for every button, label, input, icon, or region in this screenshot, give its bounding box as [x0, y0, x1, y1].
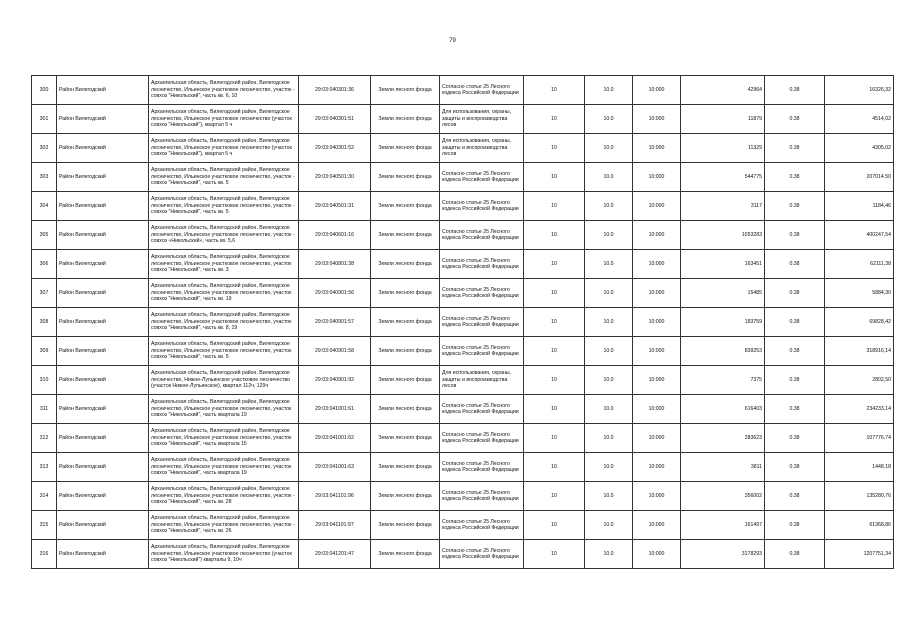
code-extended-cell: 10:000: [633, 221, 681, 250]
code-extended-cell: 10:000: [633, 482, 681, 511]
address-text: Архангельская область, Вилегодский район, Вилегодское лесничество, Ильинское участковое лесничество, участок - совхоз "Никольский", часть кв. 28: [151, 486, 295, 506]
rate-cell: 0.38: [765, 395, 825, 424]
district-cell: Район Вилегодский: [57, 511, 149, 540]
table-row: [32, 250, 894, 279]
cadastral-number-cell: 29:03:040601:16: [299, 221, 371, 250]
table-row: [32, 395, 894, 424]
land-category-cell: Земли лесного фонда: [371, 163, 440, 192]
table-row: [32, 192, 894, 221]
row-number-cell: 316: [32, 540, 57, 569]
rate-cell: 0.38: [765, 366, 825, 395]
cadastral-number-cell: 29:03:041101:96: [299, 482, 371, 511]
address-text: Архангельская область, Вилегодский район, Вилегодское лесничество, Ильинское участковое лесничество, участок совхоз "Никольский", часть кв. 5: [151, 341, 292, 361]
table-row: [32, 540, 894, 569]
code-cell: 10: [524, 134, 585, 163]
amount-cell: 69828,42: [825, 308, 894, 337]
row-number-cell: 310: [32, 366, 57, 395]
rate-cell: 0.38: [765, 221, 825, 250]
code-cell: 10: [524, 279, 585, 308]
amount-cell: 1207751,34: [825, 540, 894, 569]
row-number-cell: 309: [32, 337, 57, 366]
code-extended-cell: 10:000: [633, 163, 681, 192]
amount-cell: 1184,46: [825, 192, 894, 221]
code-cell: 10: [524, 308, 585, 337]
permitted-use-cell: [440, 279, 524, 308]
permitted-use-cell: [440, 192, 524, 221]
code-decimal-cell: 10.0: [585, 250, 633, 279]
code-cell: 10: [524, 366, 585, 395]
code-extended-cell: 10:000: [633, 105, 681, 134]
cadastral-number-cell: 29:03:040901:56: [299, 279, 371, 308]
district-cell: Район Вилегодский: [57, 337, 149, 366]
code-decimal-cell: 10.0: [585, 540, 633, 569]
address-cell: [149, 482, 299, 511]
code-decimal-cell: 10.0: [585, 366, 633, 395]
permitted-use-cell: [440, 308, 524, 337]
amount-cell: 234233,14: [825, 395, 894, 424]
code-extended-cell: 10:000: [633, 134, 681, 163]
address-cell: [149, 511, 299, 540]
permitted-use-cell: [440, 511, 524, 540]
land-category-cell: Земли лесного фонда: [371, 424, 440, 453]
row-number-cell: 313: [32, 453, 57, 482]
code-cell: 10: [524, 163, 585, 192]
cadastral-number-cell: 29:03:041001:62: [299, 424, 371, 453]
code-extended-cell: 10:000: [633, 366, 681, 395]
code-extended-cell: 10:000: [633, 540, 681, 569]
district-cell: Район Вилегодский: [57, 308, 149, 337]
area-cell: 356002: [681, 482, 765, 511]
address-cell: [149, 424, 299, 453]
code-decimal-cell: 10.0: [585, 308, 633, 337]
area-cell: 616403: [681, 395, 765, 424]
table-row: [32, 134, 894, 163]
amount-cell: 4514,02: [825, 105, 894, 134]
land-category-cell: Земли лесного фонда: [371, 453, 440, 482]
district-cell: Район Вилегодский: [57, 279, 149, 308]
permitted-use-cell: [440, 76, 524, 105]
permitted-use-text: Согласно статье 25 Лесного кодекса Российской Федерации: [442, 257, 519, 270]
address-text: Архангельская область, Вилегодский район, Вилегодское лесничество, Ильинское участковое лесничество, участок - совхоз "Никольский", часть кв. 5: [151, 196, 295, 216]
land-category-cell: Земли лесного фонда: [371, 511, 440, 540]
rate-cell: 0.38: [765, 308, 825, 337]
rate-cell: 0.38: [765, 337, 825, 366]
row-number-cell: 315: [32, 511, 57, 540]
row-number-cell: 304: [32, 192, 57, 221]
district-cell: Район Вилегодский: [57, 76, 149, 105]
area-cell: 3178293: [681, 540, 765, 569]
land-category-cell: Земли лесного фонда: [371, 134, 440, 163]
code-cell: 10: [524, 250, 585, 279]
permitted-use-text: Согласно статье 25 Лесного кодекса Российской Федерации: [442, 547, 519, 560]
address-text: Архангельская область, Вилегодский район, Вилегодское лесничество, Нижне-Лупьинское участковое лесничество (участок Нижне-Лупьинское), квартал 112ч, 129ч: [151, 370, 291, 390]
land-category-cell: Земли лесного фонда: [371, 540, 440, 569]
table-row: [32, 308, 894, 337]
area-cell: 15485: [681, 279, 765, 308]
amount-cell: 400247,54: [825, 221, 894, 250]
rate-cell: 0.38: [765, 76, 825, 105]
permitted-use-text: Согласно статье 25 Лесного кодекса Российской Федерации: [442, 286, 519, 299]
permitted-use-text: Согласно статье 25 Лесного кодекса Российской Федерации: [442, 431, 519, 444]
row-number-cell: 312: [32, 424, 57, 453]
address-text: Архангельская область, Вилегодский район, Вилегодское лесничество, Ильинское участковое лесничество (участок совхоз "Никольский"), квартал 5 ч: [151, 138, 292, 158]
area-cell: 839253: [681, 337, 765, 366]
permitted-use-text: Согласно статье 25 Лесного кодекса Российской Федерации: [442, 315, 519, 328]
permitted-use-text: Согласно статье 25 Лесного кодекса Российской Федерации: [442, 518, 519, 531]
address-text: Архангельская область, Вилегодский район, Вилегодское лесничество, Ильинское участковое лесничество, участок - совхоз "Никольский", часть кв. 5: [151, 167, 295, 187]
land-category-cell: Земли лесного фонда: [371, 482, 440, 511]
row-number-cell: 306: [32, 250, 57, 279]
amount-cell: 2802,50: [825, 366, 894, 395]
area-cell: 11879: [681, 105, 765, 134]
address-cell: [149, 308, 299, 337]
land-category-cell: Земли лесного фонда: [371, 192, 440, 221]
address-cell: [149, 250, 299, 279]
amount-cell: 135280,76: [825, 482, 894, 511]
area-cell: 7375: [681, 366, 765, 395]
land-category-cell: Земли лесного фонда: [371, 76, 440, 105]
permitted-use-text: Для использования, охраны, защиты и воспроизводства лесов: [442, 138, 512, 158]
district-cell: Район Вилегодский: [57, 366, 149, 395]
code-decimal-cell: 10.0: [585, 424, 633, 453]
area-cell: 11329: [681, 134, 765, 163]
cadastral-number-cell: 29:03:040801:38: [299, 250, 371, 279]
table-row: [32, 221, 894, 250]
area-cell: 183759: [681, 308, 765, 337]
address-cell: [149, 453, 299, 482]
area-cell: 161497: [681, 511, 765, 540]
code-decimal-cell: 10.0: [585, 337, 633, 366]
code-cell: 10: [524, 337, 585, 366]
permitted-use-text: Согласно статье 25 Лесного кодекса Российской Федерации: [442, 489, 519, 502]
code-cell: 10: [524, 482, 585, 511]
row-number-cell: 300: [32, 76, 57, 105]
area-cell: 544775: [681, 163, 765, 192]
area-cell: 163451: [681, 250, 765, 279]
permitted-use-cell: [440, 424, 524, 453]
table-row: [32, 105, 894, 134]
rate-cell: 0.38: [765, 163, 825, 192]
permitted-use-text: Согласно статье 25 Лесного кодекса Российской Федерации: [442, 199, 519, 212]
code-cell: 10: [524, 192, 585, 221]
code-cell: 10: [524, 453, 585, 482]
permitted-use-text: Согласно статье 25 Лесного кодекса Российской Федерации: [442, 228, 519, 241]
cadastral-number-cell: 29:03:040301:36: [299, 76, 371, 105]
permitted-use-text: Согласно статье 25 Лесного кодекса Российской Федерации: [442, 83, 519, 96]
code-decimal-cell: 10.0: [585, 76, 633, 105]
permitted-use-cell: [440, 221, 524, 250]
rate-cell: 0.38: [765, 453, 825, 482]
permitted-use-cell: [440, 540, 524, 569]
address-text: Архангельская область, Вилегодский район, Вилегодское лесничество, Ильинское участковое лесничество, участок совхоз "Никольский", часть квартала 19: [151, 399, 292, 419]
cadastral-number-cell: 29:03:041201:47: [299, 540, 371, 569]
address-cell: [149, 366, 299, 395]
land-category-cell: Земли лесного фонда: [371, 250, 440, 279]
district-cell: Район Вилегодский: [57, 482, 149, 511]
cadastral-number-cell: 29:03:041001:63: [299, 453, 371, 482]
address-text: Архангельская область, Вилегодский район, Вилегодское лесничество, Ильинское участковое лесничество, участок - совхоз "Никольский", часть кв. 26: [151, 515, 295, 535]
permitted-use-cell: [440, 163, 524, 192]
code-cell: 10: [524, 395, 585, 424]
row-number-cell: 314: [32, 482, 57, 511]
code-decimal-cell: 10.0: [585, 279, 633, 308]
land-category-cell: Земли лесного фонда: [371, 395, 440, 424]
cadastral-number-cell: 29:03:041101:97: [299, 511, 371, 540]
district-cell: Район Вилегодский: [57, 250, 149, 279]
amount-cell: 107776,74: [825, 424, 894, 453]
district-cell: Район Вилегодский: [57, 453, 149, 482]
address-text: Архангельская область, Вилегодский район, Вилегодское лесничество, Ильинское участковое лесничество, участок совхоз "Никольский", часть квартала 15: [151, 428, 292, 448]
address-cell: [149, 395, 299, 424]
code-extended-cell: 10:000: [633, 250, 681, 279]
row-number-cell: 305: [32, 221, 57, 250]
amount-cell: 61368,86: [825, 511, 894, 540]
code-extended-cell: 10:000: [633, 279, 681, 308]
area-cell: 283623: [681, 424, 765, 453]
code-extended-cell: 10:000: [633, 424, 681, 453]
rate-cell: 0.38: [765, 250, 825, 279]
district-cell: Район Вилегодский: [57, 134, 149, 163]
code-cell: 10: [524, 76, 585, 105]
code-extended-cell: 10:000: [633, 76, 681, 105]
row-number-cell: 311: [32, 395, 57, 424]
address-text: Архангельская область, Вилегодский район, Вилегодское лесничество, Ильинское участковое лесничество (участок совхоз "Никольский"), квартал 5 ч: [151, 109, 292, 129]
code-extended-cell: 10:000: [633, 337, 681, 366]
address-cell: [149, 134, 299, 163]
land-category-cell: Земли лесного фонда: [371, 308, 440, 337]
address-cell: [149, 540, 299, 569]
code-decimal-cell: 10.0: [585, 395, 633, 424]
code-extended-cell: 10:000: [633, 308, 681, 337]
permitted-use-cell: [440, 337, 524, 366]
district-cell: Район Вилегодский: [57, 192, 149, 221]
code-extended-cell: 10:000: [633, 395, 681, 424]
amount-cell: 1448,18: [825, 453, 894, 482]
code-extended-cell: 10:000: [633, 511, 681, 540]
table-row: [32, 453, 894, 482]
address-text: Архангельская область, Вилегодский район, Вилегодское лесничество, Ильинское участковое лесничество, участок совхоз "Никольский", часть кв. 19: [151, 283, 292, 303]
cadastral-number-cell: 29:03:040301:52: [299, 134, 371, 163]
area-cell: 42964: [681, 76, 765, 105]
rate-cell: 0.38: [765, 511, 825, 540]
land-category-cell: Земли лесного фонда: [371, 105, 440, 134]
land-category-cell: Земли лесного фонда: [371, 221, 440, 250]
district-cell: Район Вилегодский: [57, 163, 149, 192]
code-decimal-cell: 10.0: [585, 163, 633, 192]
code-decimal-cell: 10.0: [585, 105, 633, 134]
code-cell: 10: [524, 105, 585, 134]
permitted-use-cell: [440, 250, 524, 279]
permitted-use-text: Согласно статье 25 Лесного кодекса Российской Федерации: [442, 460, 519, 473]
rate-cell: 0.38: [765, 192, 825, 221]
permitted-use-cell: [440, 395, 524, 424]
address-cell: [149, 337, 299, 366]
amount-cell: 5884,30: [825, 279, 894, 308]
address-text: Архангельская область, Вилегодский район, Вилегодское лесничество, Ильинское участковое лесничество, участок совхоз "Никольский", часть квартала 19: [151, 457, 292, 477]
land-plots-table: [31, 75, 894, 569]
address-text: Архангельская область, Вилегодский район, Вилегодское лесничество, Ильинское участковое лесничество (участок совхоз "Никольский") кварталы 9, 10ч: [151, 544, 292, 564]
cadastral-number-cell: 29:03:040501:30: [299, 163, 371, 192]
table-row: [32, 511, 894, 540]
table-row: [32, 337, 894, 366]
area-cell: 3811: [681, 453, 765, 482]
code-extended-cell: 10:000: [633, 453, 681, 482]
address-cell: [149, 163, 299, 192]
permitted-use-cell: [440, 366, 524, 395]
code-decimal-cell: 10.0: [585, 482, 633, 511]
row-number-cell: 302: [32, 134, 57, 163]
address-text: Архангельская область, Вилегодский район, Вилегодское лесничество, Ильинское участковое лесничество, участок - совхоз "Никольский", часть кв. 6, 10: [151, 80, 295, 100]
cadastral-number-cell: 29:03:040901:57: [299, 308, 371, 337]
rate-cell: 0.38: [765, 105, 825, 134]
row-number-cell: 301: [32, 105, 57, 134]
table-body: [32, 76, 894, 569]
code-decimal-cell: 10.0: [585, 221, 633, 250]
address-cell: [149, 105, 299, 134]
permitted-use-cell: [440, 453, 524, 482]
rate-cell: 0.38: [765, 134, 825, 163]
rate-cell: 0.38: [765, 279, 825, 308]
amount-cell: 62111,38: [825, 250, 894, 279]
address-cell: [149, 279, 299, 308]
cadastral-number-cell: 29:03:041001:61: [299, 395, 371, 424]
code-extended-cell: 10:000: [633, 192, 681, 221]
row-number-cell: 308: [32, 308, 57, 337]
cadastral-number-cell: 29:03:040501:31: [299, 192, 371, 221]
area-cell: 1053283: [681, 221, 765, 250]
table-row: [32, 482, 894, 511]
land-category-cell: Земли лесного фонда: [371, 366, 440, 395]
permitted-use-text: Для использования, охраны, защиты и воспроизводства лесов: [442, 109, 512, 129]
cadastral-number-cell: 29:03:040301:51: [299, 105, 371, 134]
permitted-use-cell: [440, 482, 524, 511]
land-category-cell: Земли лесного фонда: [371, 337, 440, 366]
district-cell: Район Вилегодский: [57, 105, 149, 134]
code-decimal-cell: 10.0: [585, 511, 633, 540]
code-decimal-cell: 10.0: [585, 134, 633, 163]
table-row: [32, 366, 894, 395]
district-cell: Район Вилегодский: [57, 424, 149, 453]
permitted-use-text: Согласно статье 25 Лесного кодекса Российской Федерации: [442, 402, 519, 415]
code-cell: 10: [524, 540, 585, 569]
rate-cell: 0.38: [765, 424, 825, 453]
code-decimal-cell: 10.0: [585, 453, 633, 482]
code-cell: 10: [524, 424, 585, 453]
table-row: [32, 76, 894, 105]
address-text: Архангельская область, Вилегодский район, Вилегодское лесничество, Ильинское участковое лесничество, участок совхоз "Никольский", часть кв. 3: [151, 254, 292, 274]
permitted-use-cell: [440, 134, 524, 163]
amount-cell: 207014.50: [825, 163, 894, 192]
table-row: [32, 424, 894, 453]
address-cell: [149, 76, 299, 105]
table-row: [32, 163, 894, 192]
code-cell: 10: [524, 221, 585, 250]
address-cell: [149, 221, 299, 250]
rate-cell: 0.38: [765, 540, 825, 569]
address-text: Архангельская область, Вилегодский район, Вилегодское лесничество, Ильинское участковое лесничество, участок - совхоз «Никольский», часть кв. 5,6: [151, 225, 295, 245]
code-cell: 10: [524, 511, 585, 540]
code-decimal-cell: 10.0: [585, 192, 633, 221]
district-cell: Район Вилегодский: [57, 395, 149, 424]
land-category-cell: Земли лесного фонда: [371, 279, 440, 308]
row-number-cell: 307: [32, 279, 57, 308]
district-cell: Район Вилегодский: [57, 221, 149, 250]
permitted-use-cell: [440, 105, 524, 134]
amount-cell: 16326,32: [825, 76, 894, 105]
cadastral-number-cell: 29:03:040901:92: [299, 366, 371, 395]
address-cell: [149, 192, 299, 221]
district-cell: Район Вилегодский: [57, 540, 149, 569]
area-cell: 3117: [681, 192, 765, 221]
permitted-use-text: Для использования, охраны, защиты и воспроизводства лесов: [442, 370, 512, 390]
address-text: Архангельская область, Вилегодский район, Вилегодское лесничество, Ильинское участковое лесничество, участок совхоз "Никольский", часть кв. 8, 19: [151, 312, 292, 332]
rate-cell: 0.38: [765, 482, 825, 511]
permitted-use-text: Согласно статье 25 Лесного кодекса Российской Федерации: [442, 344, 519, 357]
row-number-cell: 303: [32, 163, 57, 192]
table-row: [32, 279, 894, 308]
permitted-use-text: Согласно статье 25 Лесного кодекса Российской Федерации: [442, 170, 519, 183]
page-number: 79: [449, 38, 456, 44]
amount-cell: 4305,02: [825, 134, 894, 163]
cadastral-number-cell: 29:03:040901:58: [299, 337, 371, 366]
amount-cell: 318916,14: [825, 337, 894, 366]
